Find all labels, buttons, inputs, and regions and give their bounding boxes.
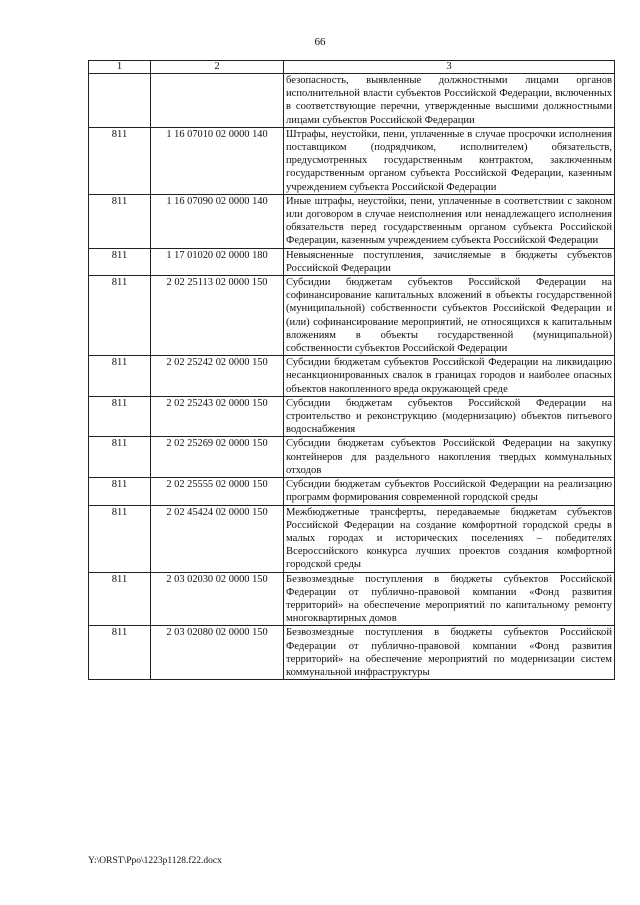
- table-row: [89, 437, 615, 478]
- admin-code-cell: 811: [89, 127, 151, 194]
- income-code-cell: 1 16 07090 02 0000 140: [151, 194, 284, 248]
- table-row: [89, 626, 615, 680]
- admin-code-cell: 811: [89, 437, 151, 478]
- table-row: [89, 276, 615, 356]
- table-row: [89, 74, 615, 128]
- description-cell: Невыясненные поступления, зачисляемые в бюджеты субъектов Российской Федерации: [284, 248, 615, 275]
- income-code-cell: 2 02 25242 02 0000 150: [151, 356, 284, 397]
- document-file-path: Y:\ORST\Ppo\1223p1128.f22.docx: [88, 856, 222, 866]
- admin-code-cell: 811: [89, 194, 151, 248]
- income-code-cell: [151, 74, 284, 128]
- description-cell: Безвозмездные поступления в бюджеты субъектов Российской Федерации от публично-правовой компании «Фонд развития территорий» на обеспечение мероприятий по капитальному ремонту многоквартирных домов: [284, 572, 615, 626]
- description-cell: Субсидии бюджетам субъектов Российской Федерации на строительство и реконструкцию (модернизацию) объектов питьевого водоснабжения: [284, 396, 615, 437]
- income-code-cell: 2 03 02030 02 0000 150: [151, 572, 284, 626]
- table-row: [89, 248, 615, 275]
- description-cell: Субсидии бюджетам субъектов Российской Федерации на реализацию программ формирования современной городской среды: [284, 478, 615, 505]
- admin-code-cell: 811: [89, 572, 151, 626]
- income-code-cell: 2 02 25555 02 0000 150: [151, 478, 284, 505]
- income-code-cell: 1 17 01020 02 0000 180: [151, 248, 284, 275]
- income-code-cell: 2 02 45424 02 0000 150: [151, 505, 284, 572]
- income-code-cell: 2 03 02080 02 0000 150: [151, 626, 284, 680]
- table-row: [89, 356, 615, 397]
- table-row: [89, 478, 615, 505]
- header-col-1: 1: [89, 61, 151, 74]
- description-cell: Субсидии бюджетам субъектов Российской Федерации на софинансирование капитальных вложений в объекты государственной (муниципальной) собственности субъектов Российской Федерации и (или) софинансирование мероприятий, не относящихся к капитальным вложениям в объекты государственной (муниципальной) собственности субъектов Российской Федерации: [284, 276, 615, 356]
- income-code-cell: 1 16 07010 02 0000 140: [151, 127, 284, 194]
- admin-code-cell: 811: [89, 276, 151, 356]
- admin-code-cell: 811: [89, 248, 151, 275]
- table-row: [89, 572, 615, 626]
- admin-code-cell: 811: [89, 396, 151, 437]
- budget-classification-table: [88, 60, 615, 680]
- description-cell: Иные штрафы, неустойки, пени, уплаченные в соответствии с законом или договором в случае неисполнения или ненадлежащего исполнения обязательств перед государственным органом субъекта Российской Федерации, казенным учреждением субъекта Российской Федерации: [284, 194, 615, 248]
- income-code-cell: 2 02 25113 02 0000 150: [151, 276, 284, 356]
- description-cell: Субсидии бюджетам субъектов Российской Федерации на закупку контейнеров для раздельного накопления твердых коммунальных отходов: [284, 437, 615, 478]
- header-col-2: 2: [151, 61, 284, 74]
- income-code-cell: 2 02 25243 02 0000 150: [151, 396, 284, 437]
- description-cell: Безвозмездные поступления в бюджеты субъектов Российской Федерации от публично-правовой компании «Фонд развития территорий» на обеспечение мероприятий по модернизации систем коммунальной инфраструктуры: [284, 626, 615, 680]
- admin-code-cell: 811: [89, 478, 151, 505]
- description-cell: Штрафы, неустойки, пени, уплаченные в случае просрочки исполнения поставщиком (подрядчиком, исполнителем) обязательств, предусмотренных государственным контрактом, заключенным государственным органом субъекта Российской Федерации, казенным учреждением субъекта Российской Федерации: [284, 127, 615, 194]
- page-number: 66: [314, 36, 326, 48]
- description-cell: безопасность, выявленные должностными лицами органов исполнительной власти субъектов Российской Федерации, включенных в соответствующие перечни, утвержденные высшими должностными лицами субъектов Российской Федерации: [284, 74, 615, 128]
- admin-code-cell: 811: [89, 356, 151, 397]
- admin-code-cell: 811: [89, 626, 151, 680]
- header-col-3: 3: [284, 61, 615, 74]
- table-row: [89, 505, 615, 572]
- admin-code-cell: 811: [89, 505, 151, 572]
- description-cell: Субсидии бюджетам субъектов Российской Федерации на ликвидацию несанкционированных свалок в границах городов и наиболее опасных объектов накопленного вреда окружающей среде: [284, 356, 615, 397]
- description-cell: Межбюджетные трансферты, передаваемые бюджетам субъектов Российской Федерации на создание комфортной городской среды в малых городах и исторических поселениях – победителях Всероссийского конкурса лучших проектов создания комфортной городской среды: [284, 505, 615, 572]
- table-row: [89, 396, 615, 437]
- table-row: [89, 194, 615, 248]
- admin-code-cell: [89, 74, 151, 128]
- table-header-row: [89, 61, 615, 74]
- income-code-cell: 2 02 25269 02 0000 150: [151, 437, 284, 478]
- table-row: [89, 127, 615, 194]
